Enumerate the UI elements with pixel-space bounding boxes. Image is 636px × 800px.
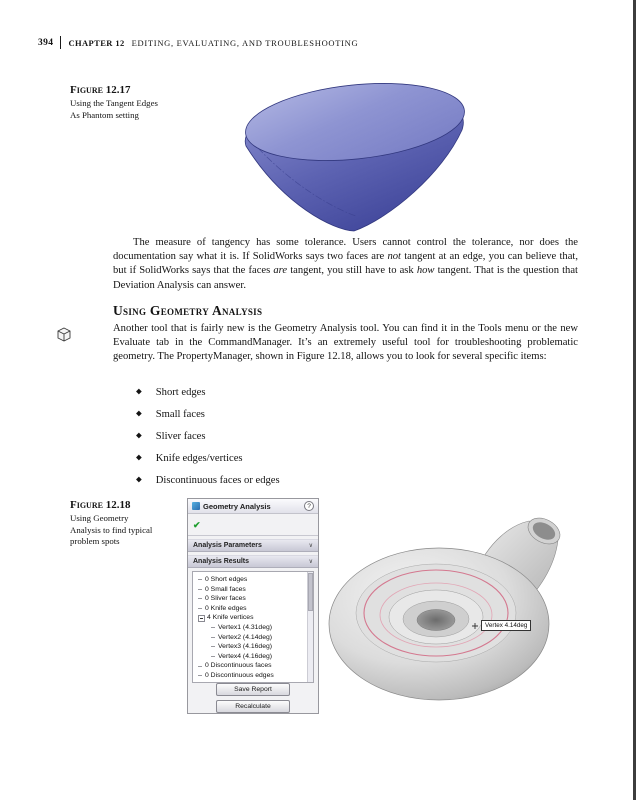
list-item — [136, 452, 280, 466]
list-item — [136, 430, 280, 444]
panel-buttons — [188, 683, 318, 722]
diamond-bullet-icon: ◆ — [136, 408, 142, 418]
help-icon[interactable]: ? — [304, 501, 314, 511]
recalculate-button[interactable]: Recalculate — [216, 700, 290, 713]
bullet-text: Small faces — [155, 409, 205, 421]
cone-model-illustration — [228, 70, 468, 233]
tree-branch-line — [211, 656, 215, 657]
margin-cube-icon — [55, 326, 73, 344]
save-report-button[interactable]: Save Report — [216, 683, 290, 696]
bullet-text: Short edges — [155, 387, 206, 398]
ok-checkmark-icon[interactable]: ✔ — [193, 520, 201, 530]
tree-branch-line — [211, 637, 215, 638]
tree-branch-line — [198, 666, 202, 667]
center-hole — [417, 610, 455, 631]
bullet-list — [136, 386, 280, 496]
propertymanager-title: Geometry Analysis — [203, 501, 271, 511]
section-label: Analysis Parameters — [193, 542, 262, 549]
tree-scrollbar[interactable] — [307, 572, 313, 682]
tree-item-label: 0 Discontinuous faces — [205, 662, 272, 670]
vertex-callout: Vertex 4.14deg — [481, 620, 531, 631]
tree-item-small-faces[interactable] — [198, 585, 306, 595]
propertymanager-titlebar — [188, 499, 318, 514]
geometry-analysis-icon — [192, 502, 200, 510]
chapter-label: CHAPTER 12 — [68, 37, 125, 48]
page-header — [38, 36, 358, 49]
tree-item-label: Vertex4 (4.16deg) — [218, 652, 273, 660]
header-divider — [60, 36, 61, 49]
tree-item-label: 0 Small faces — [205, 585, 246, 593]
diamond-bullet-icon: ◆ — [136, 474, 142, 484]
ok-row — [188, 514, 318, 536]
tree-item-label: 0 Short edges — [205, 576, 248, 583]
tree-item-label: 0 Sliver faces — [205, 595, 246, 603]
analysis-results-tree — [192, 571, 314, 683]
figure-caption-line: As Phantom setting — [70, 109, 139, 120]
diamond-bullet-icon: ◆ — [136, 430, 142, 440]
tree-item-label: Vertex1 (4.31deg) — [218, 623, 273, 631]
tree-item-label: Vertex3 (4.16deg) — [218, 643, 273, 651]
tree-subitem-vertex3[interactable] — [198, 642, 306, 652]
collapse-minus-icon[interactable] — [198, 615, 205, 622]
tree-branch-line — [198, 675, 202, 676]
tree-branch-line — [211, 646, 215, 647]
list-item — [136, 474, 280, 488]
section-heading: Using Geometry Analysis — [113, 303, 263, 318]
tree-item-short-edges[interactable] — [198, 575, 306, 585]
tree-item-sliver-faces[interactable] — [198, 594, 306, 604]
figure-caption-line: problem spots — [70, 536, 120, 546]
figure-12-18-model-image — [323, 512, 578, 707]
tree-subitem-vertex2[interactable] — [198, 633, 306, 643]
analysis-parameters-section-bar[interactable] — [188, 539, 318, 552]
section-label: Analysis Results — [193, 558, 250, 565]
page-number: 394 — [38, 37, 54, 48]
bullet-text: Discontinuous faces or edges — [155, 475, 280, 487]
tree-subitem-vertex1[interactable] — [198, 623, 306, 633]
bullet-text: Sliver faces — [155, 431, 206, 443]
geometry-analysis-propertymanager — [187, 498, 319, 714]
figure-12-17-image — [228, 70, 468, 233]
analysis-results-section-bar[interactable] — [188, 555, 318, 568]
tree-item-label: 0 Discontinuous edges — [205, 671, 274, 679]
diamond-bullet-icon: ◆ — [136, 386, 142, 396]
tree-branch-line — [198, 608, 202, 609]
tree-item-discontinuous-edges[interactable] — [198, 671, 306, 681]
figure-12-17-caption — [70, 84, 210, 121]
list-item — [136, 408, 280, 422]
figure-caption-line: Using the Tangent Edges — [70, 98, 158, 108]
chevron-down-icon: ∨ — [308, 543, 313, 549]
tree-subitem-vertex4[interactable] — [198, 652, 306, 662]
tree-item-discontinuous-faces[interactable] — [198, 661, 306, 671]
list-item — [136, 386, 280, 400]
tree-item-label: 0 Knife edges — [205, 604, 247, 612]
tree-branch-line — [198, 589, 202, 590]
tree-item-label: 4 Knife vertices — [207, 614, 254, 622]
tree-branch-line — [211, 627, 215, 628]
tree-branch-line — [198, 598, 202, 599]
tree-item-knife-edges[interactable] — [198, 604, 306, 614]
scrollbar-thumb[interactable] — [308, 573, 313, 611]
chevron-down-icon: ∨ — [308, 559, 313, 565]
figure-label: Figure 12.17 — [70, 84, 131, 96]
figure-label: Figure 12.18 — [70, 499, 131, 511]
cube-icon — [55, 326, 73, 344]
body-paragraph-1: The measure of tangency has some tolerance. Users cannot control the tolerance, nor does the documentation say what it is. If SolidWorks says two faces are not tangent at an edge, you can believe that, but if SolidWorks says that the faces are tangent, you still have to ask how tangent. That is the question that Deviation Analysis can answer. — [113, 237, 578, 291]
chapter-title: EDITING, EVALUATING, AND TROUBLESHOOTING — [131, 37, 359, 48]
body-paragraph-2: Another tool that is fairly new is the Geometry Analysis tool. You can find it in the Tools menu or the new Evaluate tab in the CommandManager. It’s an extremely useful tool for troubleshooting problematic geometry. The PropertyManager, shown in Figure 12.18, allows you to look for several specific items: — [113, 323, 578, 363]
bullet-text: Knife edges/vertices — [155, 453, 243, 465]
torus-model-illustration — [323, 512, 578, 707]
tree-item-label: Vertex2 (4.14deg) — [218, 633, 273, 641]
figure-caption-line: Analysis to find typical — [70, 524, 153, 535]
diamond-bullet-icon: ◆ — [136, 452, 142, 462]
tree-item-knife-vertices[interactable] — [198, 613, 306, 623]
figure-caption-line: Using Geometry — [70, 513, 129, 523]
tree-branch-line — [198, 579, 202, 580]
